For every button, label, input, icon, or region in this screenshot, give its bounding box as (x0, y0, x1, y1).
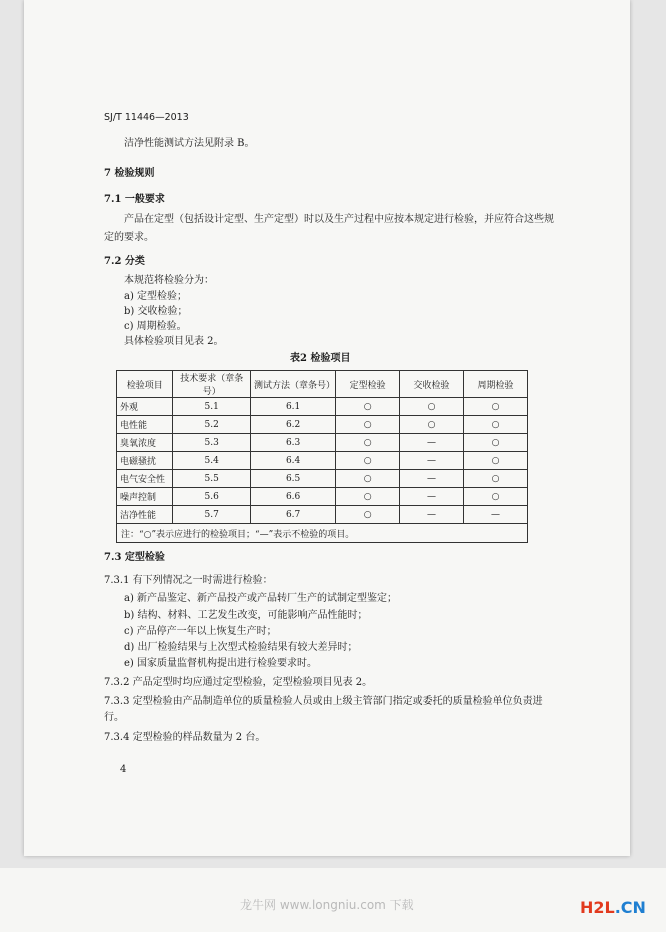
standard-code: SJ/T 11446—2013 (104, 112, 189, 123)
table-row (117, 470, 528, 488)
cell-tech-req: 5.1 (173, 398, 251, 416)
cell-tech-req: 5.7 (173, 506, 251, 524)
list-item-b: b) 交收检验； (124, 306, 188, 317)
table-row (117, 506, 528, 524)
cell-test-method: 6.5 (251, 470, 336, 488)
cell-acceptance: — (400, 434, 464, 452)
header-test-method: 测试方法（章条号） (251, 371, 336, 398)
section-7-3-4: 7.3.4 定型检验的样品数量为 2 台。 (104, 732, 266, 743)
cell-acceptance: — (400, 506, 464, 524)
header-tech-req: 技术要求（章条号） (173, 371, 251, 398)
logo-h2l: H2L (580, 898, 615, 917)
condition-e: e) 国家质量监督机构提出进行检验要求时。 (124, 658, 317, 669)
cleaning-method-text: 洁净性能测试方法见附录 B。 (124, 138, 255, 149)
section-7-3-3-line2: 行。 (104, 712, 124, 723)
header-type-test: 定型检验 (336, 371, 400, 398)
site-logo[interactable] (580, 898, 646, 917)
section-7-3-2: 7.3.2 产品定型时均应通过定型检验，定型检验项目见表 2。 (104, 677, 373, 688)
watermark-text: 龙牛网 www.longniu.com 下载 (240, 898, 414, 912)
cell-acceptance: ○ (400, 398, 464, 416)
section-7-2-heading: 7.2 分类 (104, 256, 145, 267)
cell-type-test: ○ (336, 416, 400, 434)
section-7-3-1: 7.3.1 有下列情况之一时需进行检验： (104, 575, 273, 586)
cell-type-test: ○ (336, 398, 400, 416)
cell-type-test: ○ (336, 452, 400, 470)
table-note-row (117, 524, 528, 543)
section-7-heading: 7 检验规则 (104, 168, 155, 179)
condition-a: a) 新产品鉴定、新产品投产或产品转厂生产的试制定型鉴定； (124, 593, 398, 604)
cell-item: 电磁骚扰 (117, 452, 173, 470)
list-item-a: a) 定型检验； (124, 291, 188, 302)
cell-item: 噪声控制 (117, 488, 173, 506)
paragraph-7-1-line2: 定的要求。 (104, 232, 154, 243)
cell-item: 外观 (117, 398, 173, 416)
cell-type-test: ○ (336, 506, 400, 524)
table-row (117, 416, 528, 434)
header-periodic: 周期检验 (464, 371, 528, 398)
cell-periodic: ○ (464, 452, 528, 470)
condition-c: c) 产品停产一年以上恢复生产时； (124, 626, 277, 637)
cell-tech-req: 5.3 (173, 434, 251, 452)
table-row (117, 488, 528, 506)
cell-type-test: ○ (336, 470, 400, 488)
cell-type-test: ○ (336, 434, 400, 452)
table-row (117, 434, 528, 452)
paragraph-7-1-line1: 产品在定型（包括设计定型、生产定型）时以及生产过程中应按本规定进行检验，并应符合这些规 (124, 214, 554, 225)
cell-acceptance: — (400, 470, 464, 488)
cell-periodic: — (464, 506, 528, 524)
cell-acceptance: — (400, 452, 464, 470)
cell-tech-req: 5.2 (173, 416, 251, 434)
section-7-3-3-line1: 7.3.3 定型检验由产品制造单位的质量检验人员或由上级主管部门指定或委托的质量检验单位负责进 (104, 696, 543, 707)
table-row (117, 398, 528, 416)
cell-periodic: ○ (464, 416, 528, 434)
cell-acceptance: ○ (400, 416, 464, 434)
table-header-row (117, 371, 528, 398)
cell-periodic: ○ (464, 398, 528, 416)
cell-test-method: 6.1 (251, 398, 336, 416)
cell-test-method: 6.4 (251, 452, 336, 470)
cell-test-method: 6.7 (251, 506, 336, 524)
cell-type-test: ○ (336, 488, 400, 506)
section-7-3-heading: 7.3 定型检验 (104, 552, 165, 563)
condition-b: b) 结构、材料、工艺发生改变，可能影响产品性能时； (124, 610, 368, 621)
section-7-1-heading: 7.1 一般要求 (104, 194, 165, 205)
condition-d: d) 出厂检验结果与上次型式检验结果有较大差异时； (124, 642, 358, 653)
cell-periodic: ○ (464, 470, 528, 488)
table-note: 注：“○”表示应进行的检验项目；“—”表示不检验的项目。 (117, 524, 528, 543)
cell-test-method: 6.3 (251, 434, 336, 452)
logo-cn: .CN (614, 898, 646, 917)
paragraph-7-2-ref: 具体检验项目见表 2。 (124, 336, 224, 347)
header-item: 检验项目 (117, 371, 173, 398)
cell-item: 电性能 (117, 416, 173, 434)
page-number: 4 (120, 764, 127, 775)
cell-tech-req: 5.6 (173, 488, 251, 506)
cell-item: 电气安全性 (117, 470, 173, 488)
cell-tech-req: 5.5 (173, 470, 251, 488)
cell-test-method: 6.2 (251, 416, 336, 434)
cell-periodic: ○ (464, 488, 528, 506)
inspection-table (116, 370, 528, 543)
table-row (117, 452, 528, 470)
cell-acceptance: — (400, 488, 464, 506)
cell-test-method: 6.6 (251, 488, 336, 506)
table-title: 表2 检验项目 (290, 353, 351, 364)
cell-item: 洁净性能 (117, 506, 173, 524)
paragraph-7-2: 本规范将检验分为： (124, 275, 214, 286)
cell-periodic: ○ (464, 434, 528, 452)
cell-item: 臭氧浓度 (117, 434, 173, 452)
header-acceptance: 交收检验 (400, 371, 464, 398)
cell-tech-req: 5.4 (173, 452, 251, 470)
list-item-c: c) 周期检验。 (124, 321, 187, 332)
